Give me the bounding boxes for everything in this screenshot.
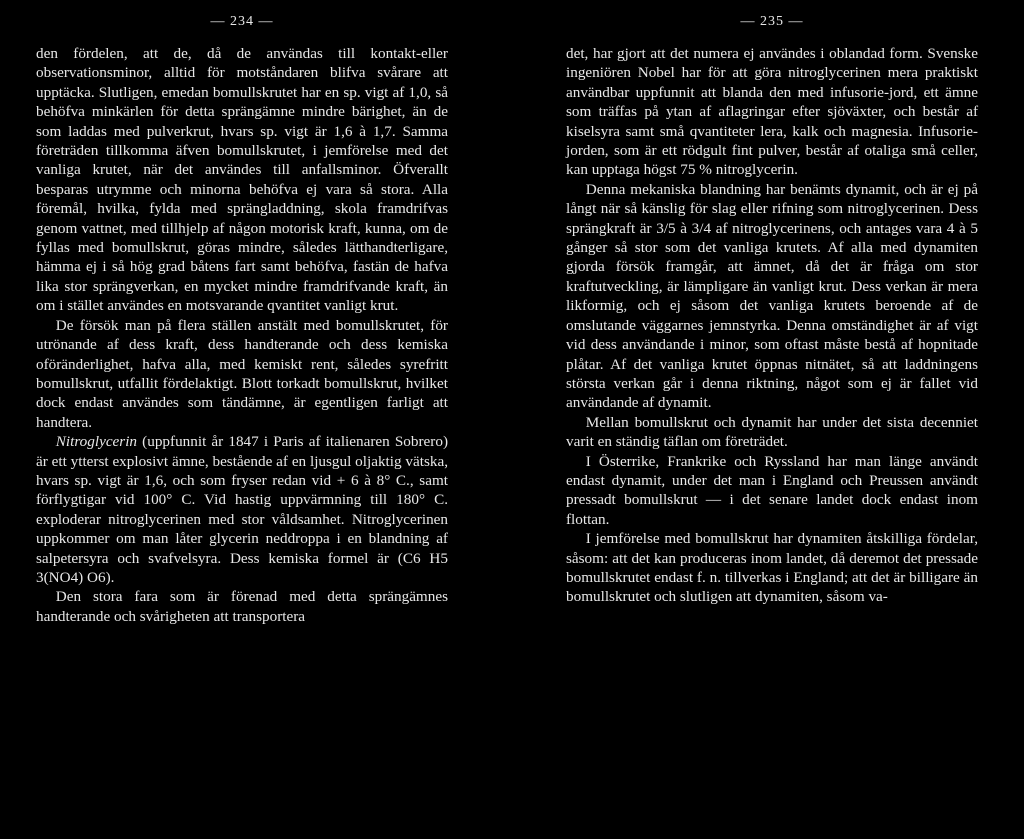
paragraph: Mellan bomullskrut och dynamit har under det sista decenniet varit en ständig täflan om företrädet. [566, 413, 978, 451]
left-page [36, 0, 448, 839]
left-page-text [36, 44, 448, 626]
page-number-right: — 235 — [740, 14, 804, 29]
paragraph: den fördelen, att de, då de användas till kontakt-eller observationsminor, alltid för motståndaren blifva svårare att upptäcka. Slutligen, emedan bomullskrutet har en sp. vigt af 1,0, så behöfva minkärlen för detta sprängämne mindre bärighet, än de som laddas med pulverkrut, hvars sp. vigt är 1,6 à 1,7. Samma företräden tillkomma äfven bomullskrutet, i jemförelse med det vanliga krutet, när det användes till anfallsminor. Öfverallt besparas utrymme och minorna behöfva ej vara så stora. Alla föremål, hvilka, fylda med sprängladdning, skola framdrifvas genom vattnet, med tillhjelp af någon motorisk kraft, kunna, om de fyllas med bomullskrut, göras mindre, således lätthandterligare, hämma ej i så hög grad båtens fart samt behöfva, fastän de hafva lika stor sprängverkan, en mycket mindre framdrifvande kraft, än om i stället användes en motsvarande qvantitet vanligt krut. [36, 45, 448, 315]
paragraph: Denna mekaniska blandning har benämts dynamit, och är ej på långt när så känslig för slag eller rifning som nitroglycerinen. Dess sprängkraft är 3/5 à 3/4 af nitroglycerinens, och antages vara 4 à 5 gånger så stor som det vanliga krutets. Af alla med dynamiten gjorda försök framgår, att ämnet, då det är fråga om stor kraftutveckling, är lämpligare än vanligt krut. Dess verkan är mera likformig, och ej såsom det vanliga krutets beroende af de omslutande väggarnes jemnstyrka. Denna omständighet är af vigt vid dess användande i minor, som oftast måste bestå af hopnitade plåtar. Af det vanliga krutet öppnas nitnätet, så att laddningens största verkan går i denna riktning, något som ej är fallet vid användande af dynamit. [566, 180, 978, 412]
right-page [566, 0, 978, 839]
paragraph: I jemförelse med bomullskrut har dynamiten åtskilliga fördelar, såsom: att det kan produceras inom landet, då deremot det pressade bomullskrutet endast f. n. tillverkas i England; att det är billigare än bomullskrutet och slutligen att dynamiten, såsom va- [566, 530, 978, 606]
paragraph: det, har gjort att det numera ej användes i oblandad form. Svenske ingeniören Nobel har för att göra nitroglycerinen mera praktiskt användbar uppfunnit att blanda den med infusorie-jord, ett ämne som träffas på ytan af aflagringar efter sjöväxter, och består af kiselsyra samt små qvantiteter lera, kalk och magnesia. Infusorie-jorden, som är ett rödgult fint pulver, består af otaliga små celler, kan upptaga högst 75 % nitroglycerin. [566, 45, 978, 179]
italic-term: Nitroglycerin [55, 433, 138, 451]
paragraph: I Österrike, Frankrike och Ryssland har man länge användt endast dynamit, under det man i England och Preussen användt pressadt bomullskrut — i det senare landet dock endast inom flottan. [566, 452, 978, 528]
paragraph: De försök man på flera ställen anstält med bomullskrutet, för utrönande af dess kraft, dess handterande och dess kemiska oföränderlighet, hafva alla, med kemiskt rent, således syrefritt bomullskrut, utfallit fördelaktigt. Blott torkadt bomullskrut, hvilket dock endast användes som tändämne, är egentligen farligt att handtera. [36, 316, 448, 431]
page-number-left: — 234 — [210, 14, 274, 29]
paragraph [36, 432, 448, 587]
paragraph-body: (uppfunnit år 1847 i Paris af italienaren Sobrero) är ett ytterst explosivt ämne, bestående af en ljusgul oljaktig vätska, hvars sp. vigt är 1,6, och som fryser redan vid + 6 à 8° C., samt förflygtigar vid 100° C. Vid hastig uppvärmning till 180° C. exploderar nitroglycerinen med stor våldsamhet. Nitroglycerinen uppkommer om man låter glycerin neddroppa i en blandning af salpetersyra och svafvelsyra. Dess kemiska formel är (C6 H5 3(NO4) O6). [36, 433, 448, 586]
paragraph: Den stora fara som är förenad med detta sprängämnes handterande och svårigheten att transportera [36, 588, 448, 625]
right-page-text [566, 44, 978, 607]
